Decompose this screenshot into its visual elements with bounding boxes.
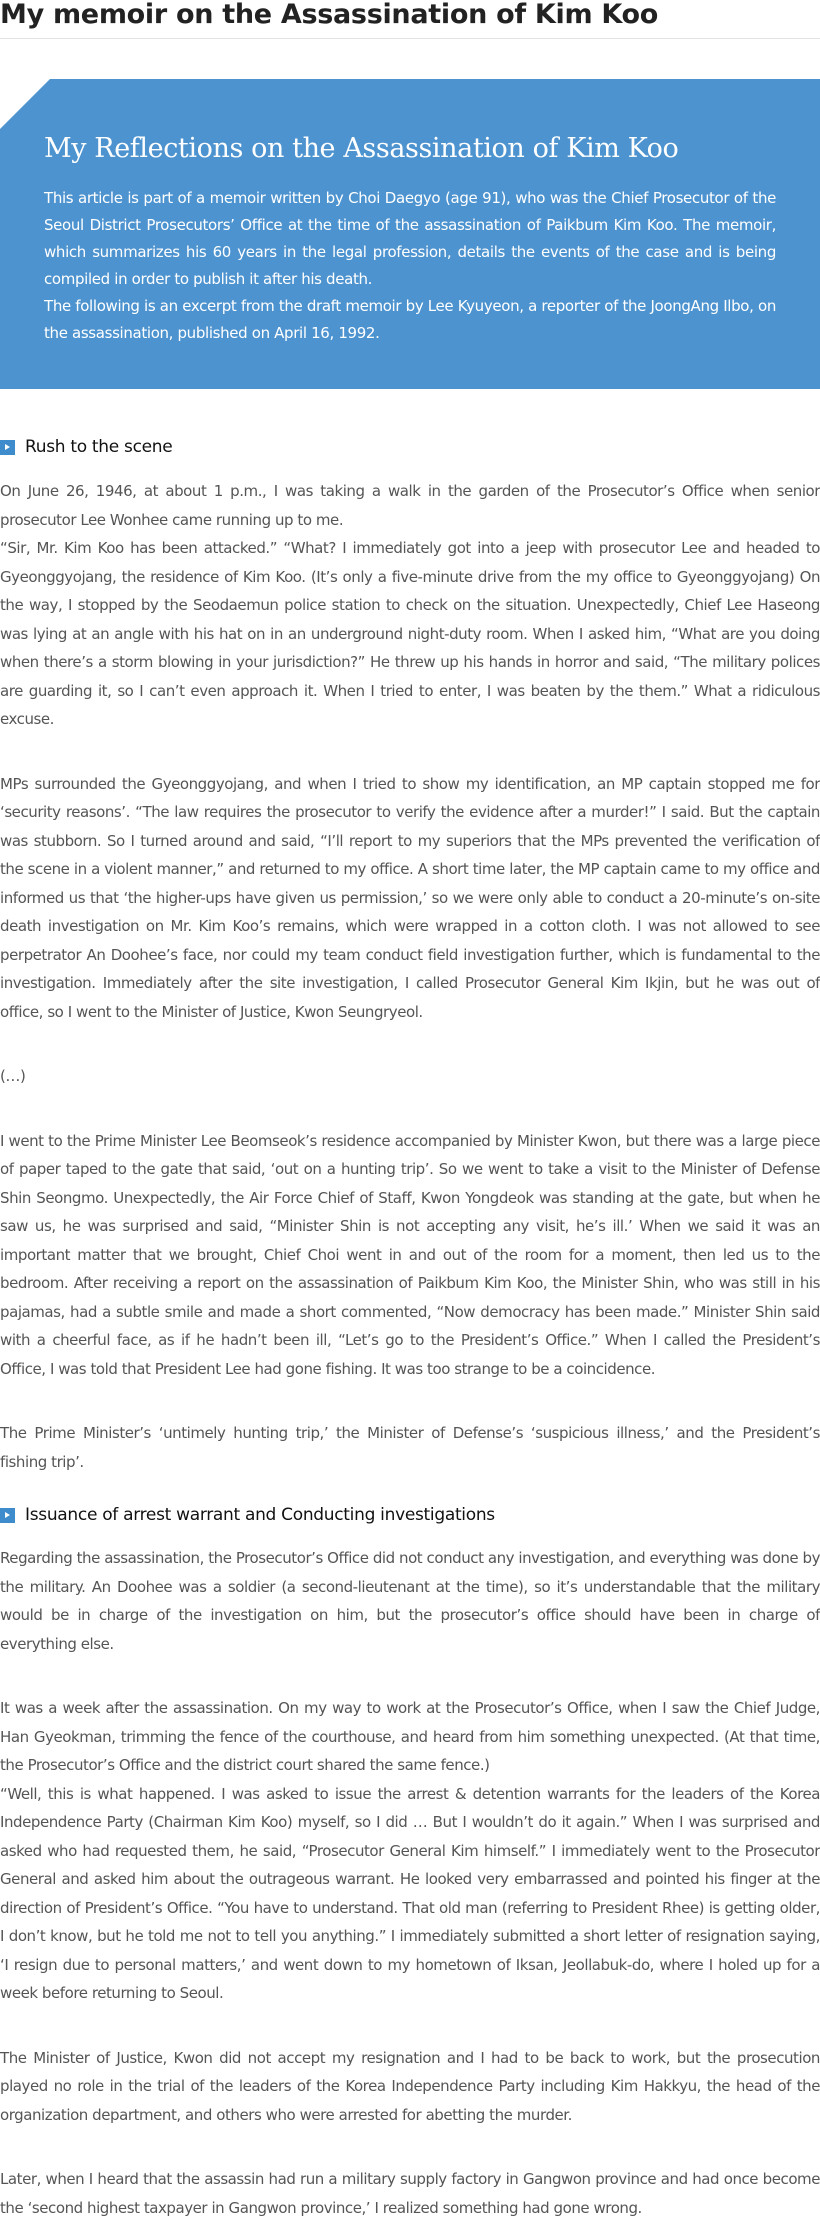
intro-banner bbox=[0, 79, 820, 389]
paragraph: “Sir, Mr. Kim Koo has been attacked.” “What? I immediately got into a jeep with prosecutor Lee and headed to Gyeonggyojang, the residence of Kim Koo. (It’s only a five-minute drive from the my office to Gyeonggyojang) On the way, I stopped by the Seodaemun police station to check on the situation. Unexpectedly, Chief Lee Haseong was lying at an angle with his hat on in an underground night-duty room. When I asked him, “What are you doing when there’s a storm blowing in your jurisdiction?” He threw up his hands in horror and said, “The military polices are guarding it, so I can’t even approach it. When I tried to enter, I was beaten by the them.” What a ridiculous excuse. bbox=[0, 539, 820, 728]
paragraph: Regarding the assassination, the Prosecutor’s Office did not conduct any investigation, and everything was done by the military. An Doohee was a soldier (a second-lieutenant at the time), so it’s understandable that the military would be in charge of the investigation on him, but the prosecutor’s office should have been in charge of everything else. bbox=[0, 1549, 820, 1653]
banner-paragraph: The following is an excerpt from the draft memoir by Lee Kyuyeon, a reporter of the JoongAng Ilbo, on the assassination, published on April 16, 1992. bbox=[44, 297, 776, 342]
paragraph: The Prime Minister’s ‘untimely hunting trip,’ the Minister of Defense’s ‘suspicious illness,’ and the President’s fishing trip’. bbox=[0, 1424, 820, 1471]
section-body bbox=[0, 1544, 820, 2222]
paragraph: “Well, this is what happened. I was asked to issue the arrest & detention warrants for the leaders of the Korea Independence Party (Chairman Kim Koo) myself, so I did … But I wouldn’t do it again.” When I was surprised and asked who had requested them, he said, “Prosecutor General Kim himself.” I immediately went to the Prosecutor General and asked him about the outrageous warrant. He looked very embarrassed and pointed his finger at the direction of President’s Office. “You have to understand. That old man (referring to President Rhee) is getting older, I don’t know, but he told me not to tell you anything.” I immediately submitted a short letter of resignation saying, ‘I resign due to personal matters,’ and went down to my hometown of Iksan, Jeollabuk-do, where I holed up for a week before returning to Seoul. bbox=[0, 1784, 820, 2002]
chevron-right-icon bbox=[0, 1508, 15, 1523]
section-title: Issuance of arrest warrant and Conducting investigations bbox=[25, 1505, 495, 1525]
section-heading bbox=[0, 436, 820, 458]
paragraph: Later, when I heard that the assassin had run a military supply factory in Gangwon province and had once become the ‘second highest taxpayer in Gangwon province,’ I realized something had gone wrong. bbox=[0, 2170, 820, 2217]
section-title: Rush to the scene bbox=[25, 437, 173, 457]
title-divider bbox=[0, 38, 820, 39]
paragraph: On June 26, 1946, at about 1 p.m., I was taking a walk in the garden of the Prosecutor’s Office when senior prosecutor Lee Wonhee came running up to me. bbox=[0, 482, 820, 529]
section-heading bbox=[0, 1504, 820, 1526]
paragraph: The Minister of Justice, Kwon did not accept my resignation and I had to be back to work, but the prosecution played no role in the trial of the leaders of the Korea Independence Party including Kim Hakkyu, the head of the organization department, and others who were arrested for abetting the murder. bbox=[0, 2048, 820, 2124]
page-title: My memoir on the Assassination of Kim Koo bbox=[0, 0, 659, 30]
section-body bbox=[0, 477, 820, 1476]
banner-paragraph: This article is part of a memoir written by Choi Daegyo (age 91), who was the Chief Prosecutor of the Seoul District Prosecutors’ Office at the time of the assassination of Paikbum Kim Koo. The memoir, which summarizes his 60 years in the legal profession, details the events of the case and is being compiled in order to publish it after his death. bbox=[44, 189, 776, 288]
paragraph: MPs surrounded the Gyeonggyojang, and when I tried to show my identification, an MP captain stopped me for ‘security reasons’. “The law requires the prosecutor to verify the evidence after a murder!” I said. But the captain was stubborn. So I turned around and said, “I’ll report to my superiors that the MPs prevented the verification of the scene in a violent manner,” and returned to my office. A short time later, the MP captain came to my office and informed us that ‘the higher-ups have given us permission,’ so we were only able to conduct a 20-minute’s on-site death investigation on Mr. Kim Koo’s remains, which were wrapped in a cotton cloth. I was not allowed to see perpetrator An Doohee’s face, nor could my team conduct field investigation further, which is fundamental to the investigation. Immediately after the site investigation, I called Prosecutor General Kim Ikjin, but he was out of office, so I went to the Minister of Justice, Kwon Seungryeol. bbox=[0, 774, 820, 1021]
banner-heading: My Reflections on the Assassination of Kim Koo bbox=[44, 133, 679, 164]
paragraph: (…) bbox=[0, 1067, 26, 1085]
paragraph: It was a week after the assassination. On my way to work at the Prosecutor’s Office, when I saw the Chief Judge, Han Gyeokman, trimming the fence of the courthouse, and heard from him something unexpected. (At that time, the Prosecutor’s Office and the district court shared the same fence.) bbox=[0, 1699, 820, 1774]
paragraph: I went to the Prime Minister Lee Beomseok’s residence accompanied by Minister Kwon, but there was a large piece of paper taped to the gate that said, ‘out on a hunting trip’. So we went to take a visit to the Minister of Defense Shin Seongmo. Unexpectedly, the Air Force Chief of Staff, Kwon Yongdeok was standing at the gate, but when he saw us, he was surprised and said, “Minister Shin is not accepting any visit, he’s ill.’ When we said it was an important matter that we brought, Chief Choi went in and out of the room for a moment, then led us to the bedroom. After receiving a report on the assassination of Paikbum Kim Koo, the Minister Shin, who was still in his pajamas, had a subtle smile and made a short commented, “Now democracy has been made.” Minister Shin said with a cheerful face, as if he hadn’t been ill, “Let’s go to the President’s Office.” When I called the President’s Office, I was told that President Lee had gone fishing. It was too strange to be a coincidence. bbox=[0, 1131, 820, 1378]
chevron-right-icon bbox=[0, 440, 15, 455]
